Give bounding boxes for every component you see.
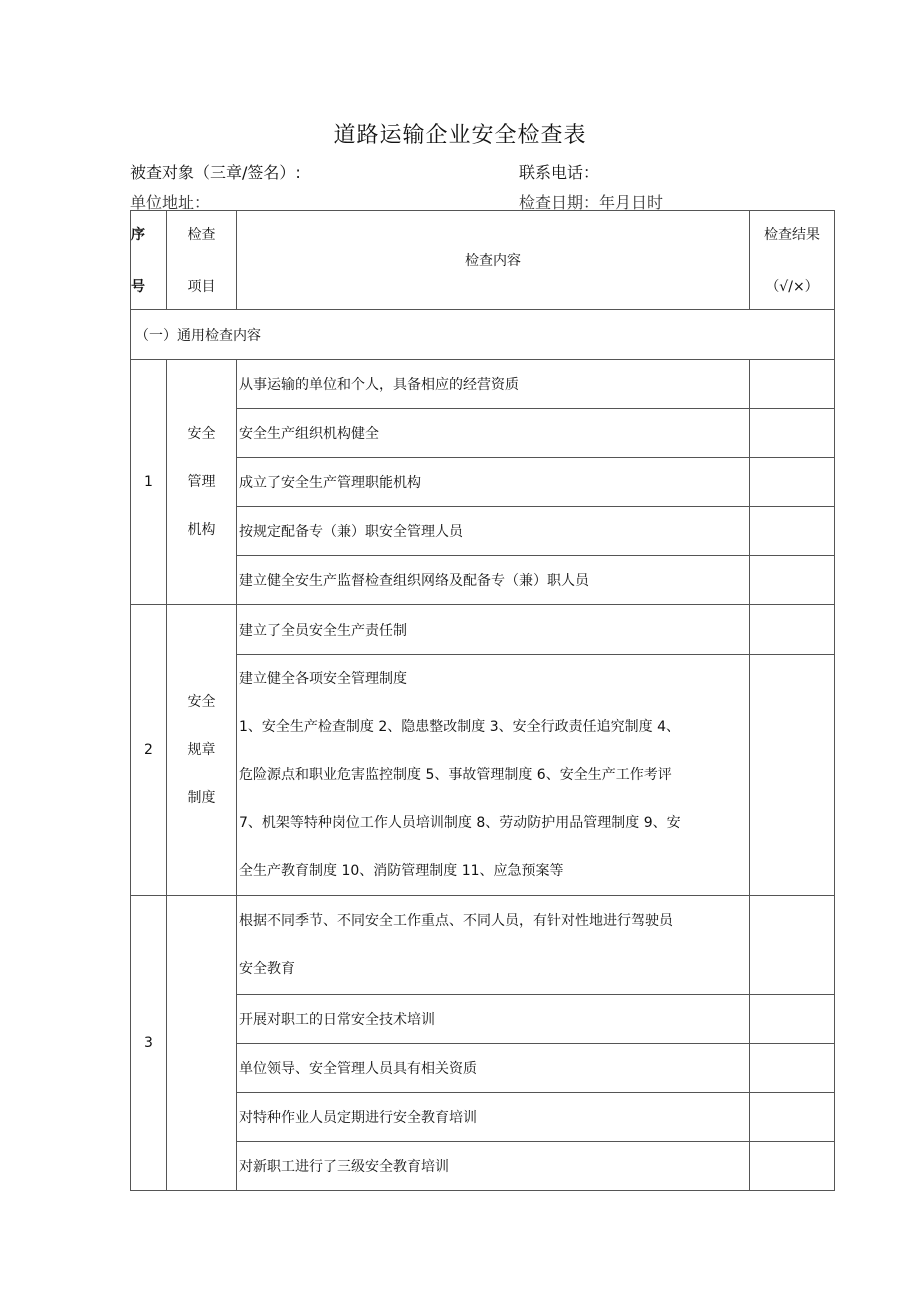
phone-label: 联系电话： — [519, 163, 600, 182]
date-label: 检查日期：年月日时 — [519, 193, 664, 212]
check-content: 建立了全员安全生产责任制 — [237, 605, 750, 655]
check-content: 对新职工进行了三级安全教育培训 — [237, 1142, 750, 1191]
table-row — [131, 605, 835, 655]
check-content: 开展对职工的日常安全技术培训 — [237, 995, 750, 1044]
section-title: （一）通用检查内容 — [131, 310, 835, 360]
check-content-multiline — [237, 896, 750, 995]
check-content: 安全生产组织机构健全 — [237, 409, 750, 458]
address-label: 单位地址： — [130, 193, 211, 212]
document-title: 道路运输企业安全检查表 — [333, 123, 587, 148]
header-row — [131, 211, 835, 310]
check-result-cell[interactable] — [750, 655, 835, 896]
header-no-top: 序 — [131, 227, 145, 243]
check-content: 从事运输的单位和个人，具备相应的经营资质 — [237, 360, 750, 409]
table-row — [131, 409, 835, 458]
table-row — [131, 507, 835, 556]
group-item-line: 制度 — [187, 790, 216, 806]
group-no: 1 — [131, 360, 167, 605]
check-content: 按规定配备专（兼）职安全管理人员 — [237, 507, 750, 556]
header-result-top: 检查结果 — [764, 227, 820, 243]
group-item — [167, 360, 237, 605]
header-result-bottom: （√/×） — [765, 279, 819, 295]
group-item-line: 安全 — [187, 426, 216, 442]
content-line: 危险源点和职业危害监控制度 5、事故管理制度 6、安全生产工作考评 — [239, 767, 672, 783]
check-content: 对特种作业人员定期进行安全教育培训 — [237, 1093, 750, 1142]
table-row — [131, 896, 835, 995]
check-content: 建立健全安生产监督检查组织网络及配备专（兼）职人员 — [237, 556, 750, 605]
table-row — [131, 1093, 835, 1142]
check-content: 成立了安全生产管理职能机构 — [237, 458, 750, 507]
table-row — [131, 556, 835, 605]
check-result-cell[interactable] — [750, 605, 835, 655]
group-item-line: 管理 — [187, 474, 216, 490]
group-item — [167, 605, 237, 896]
check-result-cell[interactable] — [750, 896, 835, 995]
header-item-bottom: 项目 — [187, 279, 216, 295]
check-content-multiline — [237, 655, 750, 896]
inspection-table — [130, 210, 835, 1191]
header-result — [750, 211, 835, 310]
check-result-cell[interactable] — [750, 360, 835, 409]
check-content: 单位领导、安全管理人员具有相关资质 — [237, 1044, 750, 1093]
check-result-cell[interactable] — [750, 409, 835, 458]
table-row — [131, 458, 835, 507]
check-result-cell[interactable] — [750, 458, 835, 507]
group-item-line: 机构 — [187, 522, 216, 538]
content-line: 安全教育 — [239, 961, 295, 977]
section-row — [131, 310, 835, 360]
content-line: 根据不同季节、不同安全工作重点、不同人员，有针对性地进行驾驶员 — [239, 913, 673, 929]
table-row — [131, 1142, 835, 1191]
header-no — [131, 211, 167, 310]
group-no: 2 — [131, 605, 167, 896]
group-no: 3 — [131, 896, 167, 1191]
check-result-cell[interactable] — [750, 995, 835, 1044]
content-line: 1、安全生产检查制度 2、隐患整改制度 3、安全行政责任追究制度 4、 — [239, 719, 680, 735]
subject-label: 被查对象（三章/签名）: — [130, 163, 301, 182]
group-item-empty — [167, 896, 237, 1191]
check-result-cell[interactable] — [750, 1044, 835, 1093]
table-row — [131, 655, 835, 896]
table-row — [131, 360, 835, 409]
header-no-bottom: 号 — [131, 279, 145, 295]
content-line: 7、机架等特种岗位工作人员培训制度 8、劳动防护用品管理制度 9、安 — [239, 815, 681, 831]
group-item-line: 规章 — [187, 742, 216, 758]
check-result-cell[interactable] — [750, 507, 835, 556]
content-line: 建立健全各项安全管理制度 — [239, 671, 407, 687]
header-item — [167, 211, 237, 310]
check-result-cell[interactable] — [750, 1142, 835, 1191]
content-line: 全生产教育制度 10、消防管理制度 11、应急预案等 — [239, 863, 564, 879]
header-item-top: 检查 — [187, 227, 216, 243]
group-item-line: 安全 — [187, 694, 216, 710]
header-content: 检查内容 — [237, 211, 750, 310]
check-result-cell[interactable] — [750, 556, 835, 605]
table-row — [131, 1044, 835, 1093]
table-row — [131, 995, 835, 1044]
check-result-cell[interactable] — [750, 1093, 835, 1142]
